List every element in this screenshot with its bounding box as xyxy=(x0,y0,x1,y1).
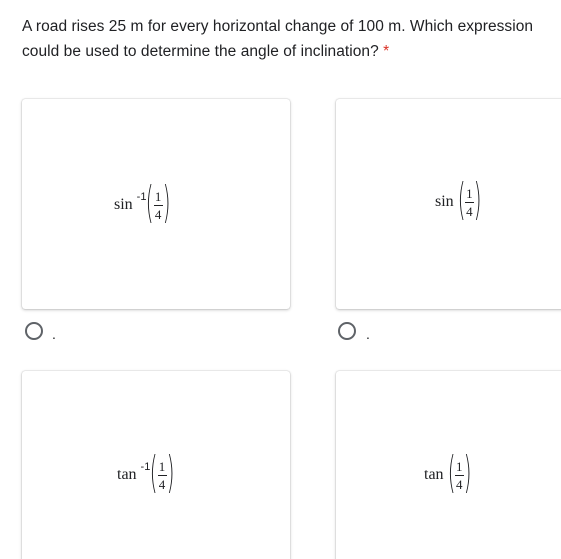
question-text: A road rises 25 m for every horizontal change of 100 m. Which expression could be used to determine the angle of inclination? xyxy=(22,18,534,60)
right-paren: ) xyxy=(162,177,171,228)
function-name: tan xyxy=(424,466,444,483)
fraction-bar xyxy=(455,475,464,476)
numerator: 1 xyxy=(466,185,473,201)
inverse-superscript: -1 xyxy=(136,191,147,203)
right-paren: ) xyxy=(473,174,482,225)
left-paren: ( xyxy=(457,174,466,225)
fraction-bar xyxy=(158,475,167,476)
left-paren: ( xyxy=(146,177,154,228)
denominator: 4 xyxy=(158,476,166,492)
right-paren: ) xyxy=(166,447,174,498)
left-paren: ( xyxy=(150,447,158,498)
function-name: sin xyxy=(435,193,454,210)
left-paren: ( xyxy=(447,447,455,498)
function-name: sin xyxy=(114,196,133,213)
inverse-superscript: -1 xyxy=(140,461,151,473)
numerator: 1 xyxy=(158,458,166,474)
question-title xyxy=(22,14,558,64)
function-name: tan xyxy=(117,466,137,483)
option-card-4[interactable] xyxy=(336,371,561,559)
option-card-3[interactable] xyxy=(22,371,290,559)
option-card-2[interactable] xyxy=(336,99,561,309)
option-4-expression xyxy=(424,447,472,498)
option-2-radio[interactable] xyxy=(338,322,356,340)
option-card-1[interactable] xyxy=(22,99,290,309)
option-1-expression xyxy=(114,177,171,228)
option-1-label: . xyxy=(52,326,56,342)
denominator: 4 xyxy=(466,203,473,219)
fraction-bar xyxy=(154,205,163,206)
numerator: 1 xyxy=(455,458,463,474)
numerator: 1 xyxy=(154,188,162,204)
option-3-expression xyxy=(117,447,174,498)
denominator: 4 xyxy=(154,206,162,222)
required-marker: * xyxy=(383,43,390,60)
option-1-radio[interactable] xyxy=(25,322,43,340)
option-2-label: . xyxy=(366,326,370,342)
fraction-bar xyxy=(465,202,474,203)
denominator: 4 xyxy=(455,476,463,492)
option-2-expression xyxy=(435,174,482,225)
right-paren: ) xyxy=(463,447,472,498)
